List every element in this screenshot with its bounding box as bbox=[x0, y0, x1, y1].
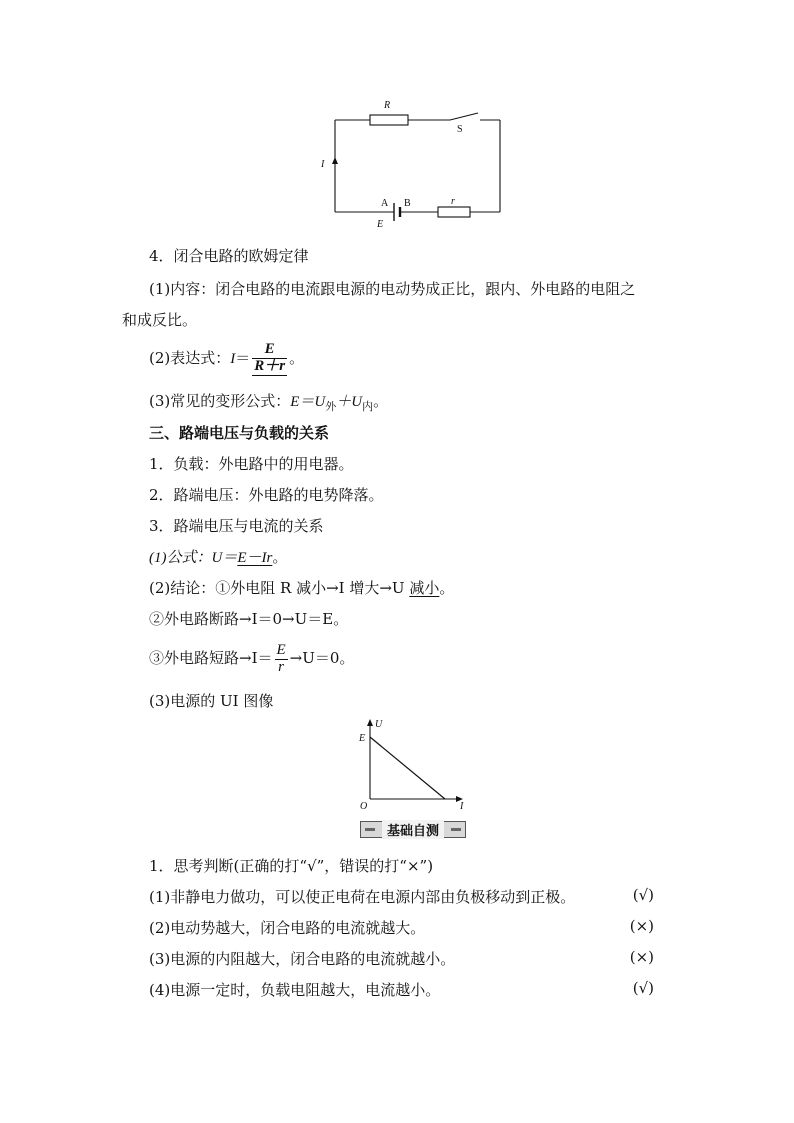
graph-label-E: E bbox=[359, 733, 366, 744]
basic-self-test-banner: 基础自测 bbox=[360, 821, 466, 838]
graph-label-U: U bbox=[375, 719, 383, 730]
section-4-heading: 4．闭合电路的欧姆定律 bbox=[149, 247, 309, 265]
quiz-mark: (√) bbox=[632, 979, 654, 997]
short-circuit-line: ③外电路短路→I＝ $\frac{E}{r}$ →U＝0。 bbox=[149, 641, 355, 675]
resistor-R bbox=[370, 115, 408, 125]
transform-formula: (3)常见的变形公式：$E=U_外+U_内$。 bbox=[149, 392, 389, 413]
quiz-item: (1)非静电力做功，可以使正电荷在电源内部由负极移动到正极。 (√) bbox=[149, 886, 654, 906]
switch-S bbox=[450, 113, 478, 120]
current-arrow bbox=[332, 157, 338, 164]
terminal-voltage-definition: 2．路端电压：外电路的电势降落。 bbox=[149, 486, 384, 504]
graph-label-I: I bbox=[460, 801, 464, 812]
ohm-fraction: $\frac{E}{R+r}$ bbox=[254, 341, 286, 374]
ui-graph bbox=[355, 717, 475, 812]
load-definition: 1．负载：外电路中的用电器。 bbox=[149, 455, 354, 473]
label-B: B bbox=[404, 198, 411, 209]
voltage-current-heading: 3．路端电压与电流的关系 bbox=[149, 517, 324, 535]
quiz-mark: (×) bbox=[629, 917, 654, 935]
short-fraction: $\frac{E}{r}$ bbox=[276, 641, 286, 675]
graph-label-O: O bbox=[360, 801, 368, 812]
quiz-item: (3)电源的内阻越大，闭合电路的电流就越小。 (×) bbox=[149, 948, 654, 968]
conclusion-line: (2)结论：①外电阻 R 减小→I 增大→U 减小。 bbox=[149, 579, 455, 597]
resistor-r bbox=[438, 207, 470, 217]
ohm-law-content-line2: 和成反比。 bbox=[122, 311, 198, 329]
ui-graph-title: (3)电源的 UI 图像 bbox=[149, 692, 274, 710]
label-A: A bbox=[381, 198, 389, 209]
label-r: r bbox=[451, 196, 455, 207]
quiz-item: (2)电动势越大，闭合电路的电流就越大。 (×) bbox=[149, 917, 654, 937]
circuit-diagram bbox=[320, 95, 520, 235]
graph-line bbox=[370, 737, 445, 799]
quiz-item: (4)电源一定时，负载电阻越大，电流越小。 (√) bbox=[149, 979, 654, 999]
section-3-heading: 三、路端电压与负载的关系 bbox=[149, 424, 330, 442]
quiz-title: 1．思考判断(正确的打“√”，错误的打“×”) bbox=[149, 857, 434, 875]
label-E: E bbox=[377, 219, 384, 230]
open-circuit-line: ②外电路断路→I＝0→U＝E。 bbox=[149, 610, 349, 628]
label-S: S bbox=[457, 124, 463, 135]
label-I: I bbox=[321, 159, 325, 170]
ohm-law-expression: (2)表达式：I＝ $\frac{E}{R+r}$ 。 bbox=[149, 341, 305, 374]
quiz-mark: (√) bbox=[632, 886, 654, 904]
quiz-mark: (×) bbox=[629, 948, 654, 966]
terminal-formula: (1)公式：U＝E－Ir。 bbox=[149, 548, 288, 566]
label-R: R bbox=[384, 100, 391, 111]
ohm-law-content-line1: (1)内容：闭合电路的电流跟电源的电动势成正比，跟内、外电路的电阻之 bbox=[149, 280, 636, 298]
